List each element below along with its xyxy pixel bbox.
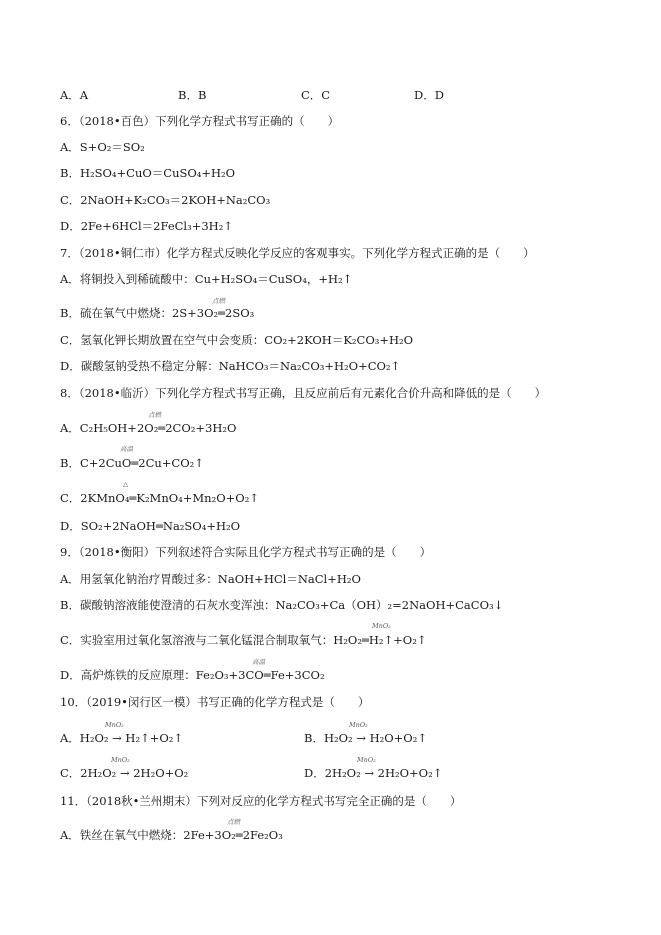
q8-stem: 8．（2018•临沂）下列化学方程式书写正确，且反应前后有元素化合价升高和降低的是（ ）: [60, 386, 547, 400]
q10-option-c: C．2H₂O₂ → 2H₂O+O₂: [60, 766, 189, 780]
q10-option-b: B．H₂O₂ → H₂O+O₂↑: [304, 731, 427, 745]
q6-option-c: C．2NaOH+K₂CO₃＝2KOH+Na₂CO₃: [60, 193, 271, 207]
q5-option-c: C．C: [301, 88, 331, 102]
q9-option-d: D．高炉炼铁的反应原理：Fe₂O₃+3CO═Fe+3CO₂: [60, 668, 325, 682]
q7-option-d: D．碳酸氢钠受热不稳定分解：NaHCO₃＝Na₂CO₃+H₂O+CO₂↑: [60, 359, 401, 373]
q6-option-b: B．H₂SO₄+CuO＝CuSO₄+H₂O: [60, 166, 236, 180]
q6-option-d: D．2Fe+6HCl＝2FeCl₃+3H₂↑: [60, 219, 233, 233]
q10-option-d: D．2H₂O₂ → 2H₂O+O₂↑: [304, 766, 443, 780]
q7-stem: 7．（2018•铜仁市）化学方程式反映化学反应的客观事实。下列化学方程式正确的是（ ）: [60, 246, 535, 260]
q6-option-a: A．S+O₂＝SO₂: [60, 140, 145, 154]
q5-option-d: D．D: [414, 88, 444, 102]
q10-option-a: A．H₂O₂ → H₂↑+O₂↑: [60, 731, 184, 745]
q9-option-a: A．用氢氧化钠治疗胃酸过多：NaOH+HCl＝NaCl+H₂O: [60, 572, 361, 586]
q8-option-d: D．SO₂+2NaOH═Na₂SO₄+H₂O: [60, 519, 241, 533]
q10-stem: 10．（2019•闵行区一模）书写正确的化学方程式是（ ）: [60, 695, 370, 709]
q5-option-b: B．B: [178, 88, 207, 102]
q5-option-a: A．A: [60, 88, 89, 102]
q10-d-condition: MnO₂: [357, 756, 376, 764]
q9-stem: 9．（2018•衡阳）下列叙述符合实际且化学方程式书写正确的是（ ）: [60, 545, 432, 559]
q11-option-a: A．铁丝在氧气中燃烧：2Fe+3O₂═2Fe₂O₃: [60, 828, 283, 842]
q9-option-b: B．碳酸钠溶液能使澄清的石灰水变浑浊：Na₂CO₃+Ca（OH）₂=2NaOH+CaCO₃↓: [60, 598, 504, 612]
q11-stem: 11．（2018秋•兰州期末）下列对反应的化学方程式书写完全正确的是（ ）: [60, 794, 462, 808]
q9-option-c: C．实验室用过氧化氢溶液与二氧化锰混合制取氧气：H₂O₂═H₂↑+O₂↑: [60, 633, 427, 647]
q11-a-condition: 点燃: [227, 818, 240, 826]
q9-c-condition: MnO₂: [372, 622, 391, 630]
q9-d-condition: 高温: [252, 658, 265, 666]
q7-b-condition: 点燃: [212, 297, 225, 305]
q8-b-condition: 高温: [120, 445, 133, 453]
q10-b-condition: MnO₂: [349, 721, 368, 729]
q8-option-c: C．2KMnO₄═K₂MnO₄+Mn₂O+O₂↑: [60, 491, 259, 505]
q7-option-b: B．硫在氧气中燃烧：2S+3O₂═2SO₃: [60, 306, 255, 320]
q10-a-condition: MnO₂: [105, 721, 124, 729]
q7-option-a: A．将铜投入到稀硫酸中：Cu+H₂SO₄＝CuSO₄，+H₂↑: [60, 272, 353, 286]
q8-option-a: A．C₂H₅OH+2O₂═2CO₂+3H₂O: [60, 421, 237, 435]
q8-a-condition: 点燃: [148, 411, 161, 419]
q10-c-condition: MnO₂: [111, 756, 130, 764]
q8-c-condition: △: [123, 480, 128, 488]
q7-option-c: C．氢氧化钾长期放置在空气中会变质：CO₂+2KOH＝K₂CO₃+H₂O: [60, 333, 414, 347]
q8-option-b: B．C+2CuO═2Cu+CO₂↑: [60, 456, 204, 470]
q6-stem: 6．（2018•百色）下列化学方程式书写正确的（ ）: [60, 114, 340, 128]
